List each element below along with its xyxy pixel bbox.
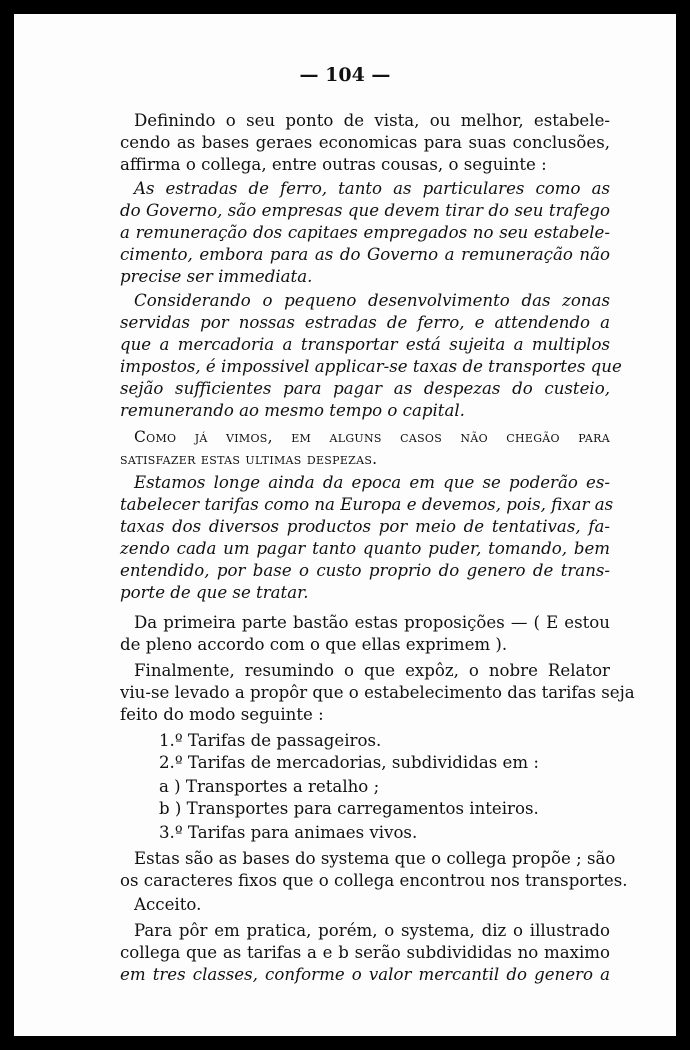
quote-line: zendo cada um pagar tanto quanto puder, tomando, bem (120, 539, 610, 558)
quote-line: do Governo, são empresas que devem tirar do seu trafego (120, 201, 610, 220)
list-item: 2.º Tarifas de mercadorias, subdivididas em : (159, 753, 539, 772)
text-line: Para pôr em pratica, porém, o systema, diz o illustrado (134, 921, 610, 940)
text-line: os caracteres fixos que o collega encontrou nos transportes. (120, 871, 628, 890)
text-line: de pleno accordo com o que ellas exprimem ). (120, 635, 508, 654)
page-number: — 104 — (299, 64, 391, 86)
quote-line: Estamos longe ainda da epoca em que se poderão es- (134, 473, 610, 492)
quote-line: tabelecer tarifas como na Europa e devemos, pois, fixar as (120, 495, 614, 514)
list-item: a ) Transportes a retalho ; (159, 777, 380, 796)
text-line: Finalmente, resumindo o que expôz, o nobre Relator (134, 661, 610, 680)
list-item: b ) Transportes para carregamentos inteiros. (159, 799, 539, 818)
quote-line: cimento, embora para as do Governo a remuneração não (120, 245, 610, 264)
quote-line: sejão sufficientes para pagar as despezas do custeio, (120, 379, 610, 398)
quote-line: precise ser immediata. (120, 267, 313, 286)
text-line: collega que as tarifas a e b serão subdivididas no maximo (120, 943, 610, 962)
smallcaps-line: Como já vimos, em alguns casos não chegão para (134, 428, 610, 446)
text-line: Definindo o seu ponto de vista, ou melhor, estabele- (134, 111, 610, 130)
list-item: 1.º Tarifas de passageiros. (159, 731, 382, 750)
text-line: feito do modo seguinte : (120, 705, 324, 724)
quote-line: servidas por nossas estradas de ferro, e attendendo a (120, 313, 610, 332)
smallcaps-line: satisfazer estas ultimas despezas. (120, 450, 378, 468)
text-line: cendo as bases geraes economicas para suas conclusões, (120, 133, 610, 152)
text-line: Estas são as bases do systema que o collega propõe ; são (134, 849, 616, 868)
quote-line: em tres classes, conforme o valor mercantil do genero a (120, 965, 610, 984)
quote-line: entendido, por base o custo proprio do genero de trans- (120, 561, 610, 580)
quote-line: que a mercadoria a transportar está sujeita a multiplos (120, 335, 610, 354)
list-item: 3.º Tarifas para animaes vivos. (159, 823, 418, 842)
quote-line: a remuneração dos capitaes empregados no seu estabele- (120, 223, 610, 242)
text-line: Acceito. (134, 895, 202, 914)
quote-line: As estradas de ferro, tanto as particulares como as (134, 179, 610, 198)
quote-line: remunerando ao mesmo tempo o capital. (120, 401, 465, 420)
quote-line: Considerando o pequeno desenvolvimento das zonas (134, 291, 610, 310)
text-line: affirma o collega, entre outras cousas, o seguinte : (120, 155, 547, 174)
quote-line: impostos, é impossivel applicar-se taxas de transportes que (120, 357, 622, 376)
book-page (14, 14, 676, 1036)
quote-line: taxas dos diversos productos por meio de tentativas, fa- (120, 517, 610, 536)
quote-line: porte de que se tratar. (120, 583, 309, 602)
text-line: viu-se levado a propôr que o estabelecimento das tarifas seja (120, 683, 635, 702)
text-line: Da primeira parte bastão estas proposições — ( E estou (134, 613, 610, 632)
